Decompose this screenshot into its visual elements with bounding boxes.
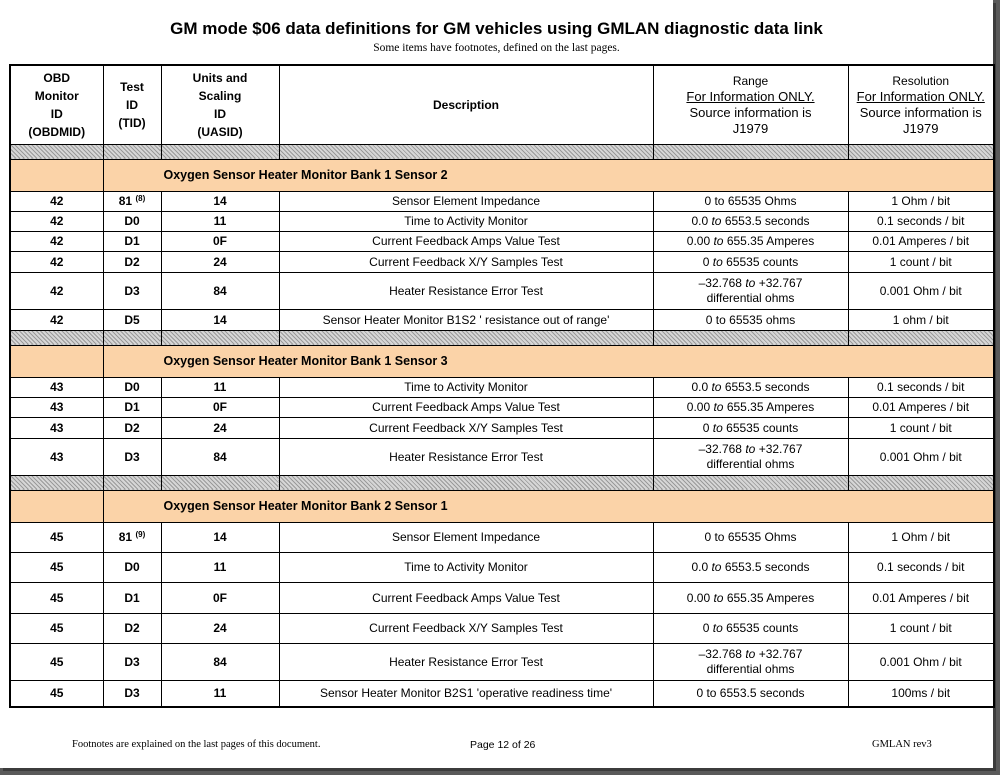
tid-cell: 81 $^{(9)}$	[103, 522, 161, 552]
divider-cell	[848, 144, 994, 159]
table-row	[10, 417, 994, 438]
table-row	[10, 211, 994, 231]
range-cell: 0 to 65535 Ohms	[653, 191, 848, 211]
tid-cell: D3	[103, 680, 161, 707]
table-body	[10, 144, 994, 707]
uasid-cell: 14	[161, 191, 279, 211]
section-header-row	[10, 159, 994, 191]
table-row	[10, 522, 994, 552]
footnote-ref: (8)	[135, 194, 146, 203]
section-header-row	[10, 490, 994, 522]
range-cell: 0 to 6553.5 seconds	[653, 680, 848, 707]
header-uasid: Units and Scaling ID (UASID)	[161, 65, 279, 144]
description-cell: Current Feedback Amps Value Test	[279, 582, 653, 613]
divider-cell	[161, 475, 279, 490]
tid-cell: D3	[103, 438, 161, 475]
range-cell: 0 to 65535 counts	[653, 251, 848, 272]
obdmid-cell: 42	[10, 191, 103, 211]
table-row	[10, 552, 994, 582]
description-cell: Sensor Heater Monitor B2S1 'operative readiness time'	[279, 680, 653, 707]
description-cell: Time to Activity Monitor	[279, 211, 653, 231]
range-cell: 0 to 65535 counts	[653, 613, 848, 643]
table-row	[10, 377, 994, 397]
divider-cell	[653, 330, 848, 345]
header-row	[10, 65, 994, 144]
resolution-cell: 0.01 Amperes / bit	[848, 231, 994, 251]
range-connector: to	[711, 380, 722, 394]
range-connector: to	[712, 420, 723, 435]
uasid-cell: 84	[161, 438, 279, 475]
page-subtitle: Some items have footnotes, defined on the last pages.	[373, 42, 620, 54]
obdmid-cell: 42	[10, 211, 103, 231]
divider-cell	[10, 144, 103, 159]
divider-cell	[161, 144, 279, 159]
range-connector: to	[713, 590, 724, 605]
section-header-blank	[10, 490, 103, 522]
footer-page-number: Page 12 of 26	[470, 739, 536, 751]
divider-cell	[103, 144, 161, 159]
range-connector: to	[713, 400, 724, 414]
uasid-cell: 11	[161, 377, 279, 397]
tid-cell: D2	[103, 417, 161, 438]
obdmid-cell: 45	[10, 643, 103, 680]
divider-cell	[653, 475, 848, 490]
description-cell: Heater Resistance Error Test	[279, 272, 653, 309]
range-cell: 0 to 65535 counts	[653, 417, 848, 438]
section-divider	[10, 475, 994, 490]
page-title: GM mode $06 data definitions for GM vehicles using GMLAN diagnostic data link	[170, 19, 823, 38]
uasid-cell: 14	[161, 522, 279, 552]
footer-note: Footnotes are explained on the last pages of this document.	[72, 739, 321, 750]
table-row	[10, 191, 994, 211]
description-cell: Sensor Element Impedance	[279, 191, 653, 211]
range-connector: to	[711, 560, 722, 574]
section-title: Oxygen Sensor Heater Monitor Bank 2 Sensor 1	[103, 490, 994, 522]
uasid-cell: 0F	[161, 582, 279, 613]
uasid-cell: 11	[161, 552, 279, 582]
divider-cell	[161, 330, 279, 345]
obdmid-cell: 45	[10, 552, 103, 582]
obdmid-cell: 42	[10, 309, 103, 330]
table-row	[10, 613, 994, 643]
obdmid-cell: 45	[10, 613, 103, 643]
table-row	[10, 309, 994, 330]
table-row	[10, 272, 994, 309]
section-title: Oxygen Sensor Heater Monitor Bank 1 Sensor 3	[103, 345, 994, 377]
description-cell: Time to Activity Monitor	[279, 552, 653, 582]
uasid-cell: 24	[161, 417, 279, 438]
divider-cell	[279, 144, 653, 159]
footnote-ref: (9)	[135, 530, 146, 539]
description-cell: Current Feedback X/Y Samples Test	[279, 613, 653, 643]
range-connector: to	[745, 441, 756, 456]
tid-cell: D2	[103, 613, 161, 643]
divider-cell	[848, 475, 994, 490]
uasid-cell: 14	[161, 309, 279, 330]
range-cell: 0 to 65535 Ohms	[653, 522, 848, 552]
range-cell: –32.768 to +32.767 differential ohms	[653, 643, 848, 680]
description-cell: Time to Activity Monitor	[279, 377, 653, 397]
divider-cell	[10, 475, 103, 490]
tid-cell: D3	[103, 643, 161, 680]
mode06-table	[9, 64, 995, 708]
resolution-cell: 0.01 Amperes / bit	[848, 582, 994, 613]
resolution-cell: 0.1 seconds / bit	[848, 552, 994, 582]
description-cell: Current Feedback X/Y Samples Test	[279, 417, 653, 438]
uasid-cell: 84	[161, 272, 279, 309]
resolution-cell: 1 count / bit	[848, 251, 994, 272]
range-connector: to	[711, 214, 722, 228]
description-cell: Current Feedback Amps Value Test	[279, 231, 653, 251]
divider-cell	[103, 330, 161, 345]
header-resolution: Resolution For Information ONLY. Source information is J1979	[848, 65, 994, 144]
tid-cell: D1	[103, 397, 161, 417]
section-header-blank	[10, 345, 103, 377]
header-obdmid: OBD Monitor ID (OBDMID)	[10, 65, 103, 144]
resolution-cell: 0.1 seconds / bit	[848, 377, 994, 397]
resolution-cell: 1 count / bit	[848, 613, 994, 643]
tid-cell: D2	[103, 251, 161, 272]
table-row	[10, 438, 994, 475]
resolution-cell: 1 ohm / bit	[848, 309, 994, 330]
uasid-cell: 24	[161, 251, 279, 272]
obdmid-cell: 43	[10, 417, 103, 438]
tid-cell: D0	[103, 552, 161, 582]
resolution-cell: 100ms / bit	[848, 680, 994, 707]
range-cell: 0 to 65535 ohms	[653, 309, 848, 330]
divider-cell	[653, 144, 848, 159]
range-cell: 0.00 to 655.35 Amperes	[653, 397, 848, 417]
obdmid-cell: 45	[10, 680, 103, 707]
table-row	[10, 231, 994, 251]
divider-cell	[279, 330, 653, 345]
header-tid: Test ID (TID)	[103, 65, 161, 144]
divider-cell	[279, 475, 653, 490]
table-row	[10, 643, 994, 680]
range-connector: to	[712, 621, 723, 635]
range-cell: –32.768 to +32.767 differential ohms	[653, 438, 848, 475]
range-cell: 0.00 to 655.35 Amperes	[653, 231, 848, 251]
range-cell: 0.0 to 6553.5 seconds	[653, 377, 848, 397]
tid-cell: D1	[103, 582, 161, 613]
description-cell: Current Feedback Amps Value Test	[279, 397, 653, 417]
tid-cell: 81 $^{(8)}$	[103, 191, 161, 211]
obdmid-cell: 45	[10, 582, 103, 613]
header-description: Description	[279, 65, 653, 144]
table-row	[10, 582, 994, 613]
tid-cell: D5	[103, 309, 161, 330]
range-connector: to	[713, 234, 724, 248]
uasid-cell: 0F	[161, 397, 279, 417]
uasid-cell: 11	[161, 211, 279, 231]
resolution-cell: 0.01 Amperes / bit	[848, 397, 994, 417]
header-range: Range For Information ONLY. Source information is J1979	[653, 65, 848, 144]
description-cell: Current Feedback X/Y Samples Test	[279, 251, 653, 272]
resolution-cell: 1 count / bit	[848, 417, 994, 438]
tid-cell: D3	[103, 272, 161, 309]
obdmid-cell: 43	[10, 438, 103, 475]
section-title: Oxygen Sensor Heater Monitor Bank 1 Sensor 2	[103, 159, 994, 191]
range-cell: 0.0 to 6553.5 seconds	[653, 211, 848, 231]
resolution-cell: 0.001 Ohm / bit	[848, 438, 994, 475]
section-divider	[10, 330, 994, 345]
section-header-blank	[10, 159, 103, 191]
description-cell: Heater Resistance Error Test	[279, 643, 653, 680]
resolution-cell: 0.1 seconds / bit	[848, 211, 994, 231]
range-connector: to	[745, 275, 756, 290]
divider-cell	[10, 330, 103, 345]
obdmid-cell: 45	[10, 522, 103, 552]
uasid-cell: 24	[161, 613, 279, 643]
range-cell: 0.0 to 6553.5 seconds	[653, 552, 848, 582]
obdmid-cell: 42	[10, 251, 103, 272]
divider-cell	[848, 330, 994, 345]
obdmid-cell: 42	[10, 231, 103, 251]
obdmid-cell: 43	[10, 377, 103, 397]
obdmid-cell: 42	[10, 272, 103, 309]
table-row	[10, 397, 994, 417]
tid-cell: D1	[103, 231, 161, 251]
resolution-cell: 1 Ohm / bit	[848, 191, 994, 211]
table-row	[10, 680, 994, 707]
resolution-cell: 0.001 Ohm / bit	[848, 272, 994, 309]
tid-cell: D0	[103, 377, 161, 397]
section-header-row	[10, 345, 994, 377]
divider-cell	[103, 475, 161, 490]
table-row	[10, 251, 994, 272]
range-cell: 0.00 to 655.35 Amperes	[653, 582, 848, 613]
range-connector: to	[745, 646, 756, 661]
obdmid-cell: 43	[10, 397, 103, 417]
resolution-cell: 1 Ohm / bit	[848, 522, 994, 552]
uasid-cell: 11	[161, 680, 279, 707]
range-cell: –32.768 to +32.767 differential ohms	[653, 272, 848, 309]
uasid-cell: 0F	[161, 231, 279, 251]
uasid-cell: 84	[161, 643, 279, 680]
description-cell: Sensor Heater Monitor B1S2 ' resistance out of range'	[279, 309, 653, 330]
description-cell: Sensor Element Impedance	[279, 522, 653, 552]
resolution-cell: 0.001 Ohm / bit	[848, 643, 994, 680]
range-connector: to	[712, 254, 723, 269]
section-divider	[10, 144, 994, 159]
description-cell: Heater Resistance Error Test	[279, 438, 653, 475]
tid-cell: D0	[103, 211, 161, 231]
footer-revision: GMLAN rev3	[872, 739, 932, 750]
